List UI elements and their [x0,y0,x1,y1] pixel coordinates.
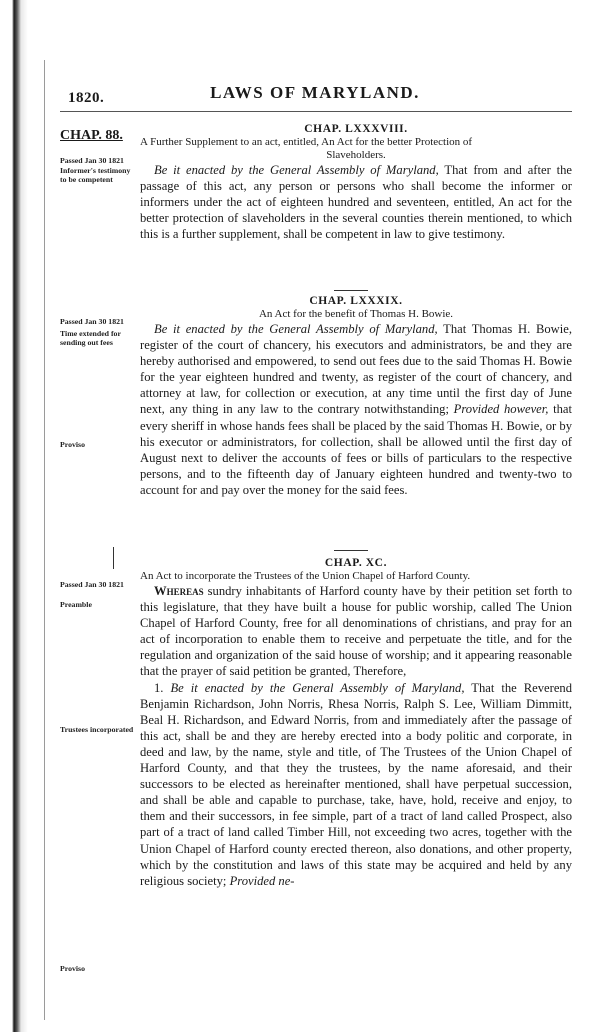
chapter-body [140,321,572,498]
margin-note: Time extended for sending out fees [60,329,121,347]
chapter-heading: CHAP. LXXXVIII. [304,123,408,135]
enacting-clause: Be it enacted by the General Assembly of Maryland, [154,322,438,336]
body-text: That the Reverend Benjamin Richardson, John Norris, Rhesa Norris, Ralph S. Lee, William Dimmitt, Beal H. Richardson, and Edward Norris, from and immediately after the passage of this act, shall be and they are hereby erected into a body politic and corporate, in deed and law, by the name, style and title, of The Trustees of the Union Chapel of Harford County, and that they the trustees, by the name aforesaid, and their successors to be elected as hereinafter mentioned, shall have perpetual succession, and shall be able and capable to purchase, take, have, hold, receive and enjoy, to them and their successors, in fee simple, part of a tract of land called Prospect, also part of a tract of land called Timber Hill, not exceeding two acres, together with the Union Chapel of Harford county erected thereon, also donations, and other property, which by the constitution and laws of this state may be acquired and held by any religious society; [140,680,573,888]
passed-date: Passed Jan 30 1821 [60,580,124,589]
section-1 [140,680,572,889]
preamble-label: Preamble [60,600,92,609]
chapter-title: An Act for the benefit of Thomas H. Bowie. [258,308,454,320]
enacting-clause: Be it enacted by the General Assembly of Maryland, [154,163,439,177]
chapter-title-line-2: Slaveholders. [326,149,386,161]
body-text: That Thomas H. Bowie, register of the court of chancery, his executors and administrators, be and they are hereby authorised and empowered, to send out fees due to the said Thomas H. Bowie for the year eighteen hundred and twenty, as register of the court of chancery, and attorney at law, for collection or execution, at any time until the first day of June next, any thing in any law to the contrary notwithstanding; [140,322,572,417]
chapter-body [140,162,572,242]
chapter-title-line-1: A Further Supplement to an act, entitled, An Act for the better Protection of [140,136,473,148]
page-year: 1820. [68,90,105,106]
enacting-clause: Be it enacted by the General Assembly of Maryland, [170,680,465,695]
chapter-90 [140,556,572,889]
preamble-lead: Whereas [154,584,204,598]
proviso-text: Provided however, [453,402,549,417]
passed-date: Passed Jan 30 1821 [60,317,124,326]
header-rule [60,111,572,112]
page-header [60,83,570,109]
chapter-title: An Act to incorporate the Trustees of the Union Chapel of Harford County. [140,570,471,582]
chapter-heading: CHAP. LXXXIX. [309,295,403,307]
book-binding-edge [0,0,30,1032]
running-title: LAWS OF MARYLAND. [210,83,420,102]
margin-mark [113,547,114,569]
margin-note: Informer's testimony to be competent [60,166,131,184]
proviso-label: Proviso [60,440,85,449]
trustees-label: Trustees incorporated [60,725,134,734]
body-text: that every sheriff in whose hands fees shall be placed by the said Thomas H. Bowie, or by his executor or administrators, for collection, shall be allowed until the first day of August next to deliver the accounts of fees or bills of particulars to the respective persons, and to the fifteenth day of January eighteen hundred and twenty-two to account for and pay over the money for the said fees. [140,402,573,497]
proviso-text: Provided ne- [229,873,295,888]
chapter-89 [140,294,572,498]
body-text: That from and after the passage of this act, any person or persons who shall become the informer or informers under the act of eighteen hundred and seventeen, entitled, An act for the better protection of slaveholders in the several counties therein mentioned, to which this is a further supplement, shall be competent in law to give testimony. [140,163,573,242]
gutter-line [44,60,45,1020]
chapter-88 [140,122,572,242]
preamble-text [140,583,572,680]
proviso-label: Proviso [60,964,85,973]
section-divider [334,290,368,291]
chapter-number: CHAP. 88. [60,128,123,143]
section-number: 1. [154,680,164,695]
passed-date: Passed Jan 30 1821 [60,156,124,165]
body-text: sundry inhabitants of Harford county have by their petition set forth to this legislature, that they have built a house for public worship, called The Union Chapel of Harford County, free for all denominations of christians, and pray for an act of incorporation to enable them to receive and perpetuate the title, and for the regulation and organization of the said house of worship; and it appearing reasonable that the prayer of said petition be granted, Therefore, [140,584,572,679]
chapter-heading: CHAP. XC. [324,557,388,569]
section-divider [334,550,368,551]
